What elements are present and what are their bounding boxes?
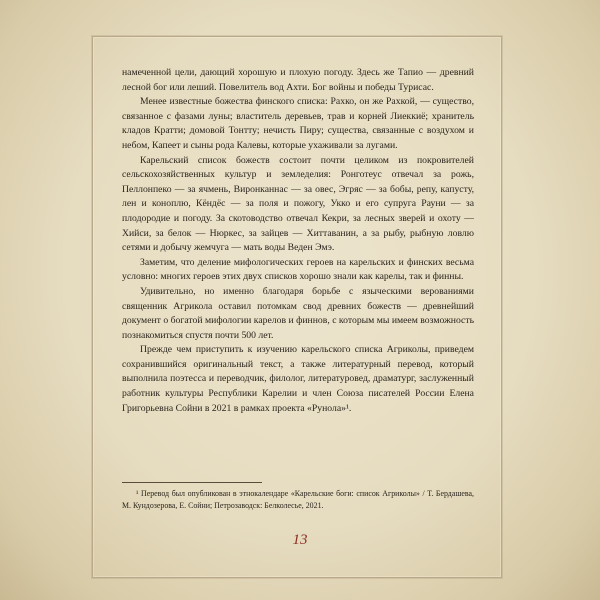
paragraph: намеченной цели, дающий хорошую и плохую погоду. Здесь же Тапио — древний лесной бог или леший. Повелитель вод Ахти. Бог войны и победы Турисас. (122, 67, 474, 93)
paragraph: Менее известные божества финского списка: Рахко, он же Рахкой, — существо, связанное с фазами луны; властитель деревьев, трав и корней Лиеккиё; хранитель кладов Кратти; домовой Тонтту; нечисть Пиру; существа, связанные с воздухом и небом, Капеет и сыны рода Калевы, которые ухаживали за лугами. (122, 96, 474, 151)
footnote (122, 488, 474, 511)
page-number: 13 (292, 532, 308, 548)
paragraph: Прежде чем приступить к изучению карельского списка Агриколы, приведем сохранившийся оригинальный текст, а также литературный перевод, который выполнила поэтесса и переводчик, филолог, литературовед, драматург, заслуженный работник культуры Республики Карелии и член Союза писателей России Елена Григорьевна Сойни в 2021 в рамках проекта «Рунола»¹. (122, 344, 474, 414)
paragraph: Заметим, что деление мифологических героев на карельских и финских весьма условно: многих героев этих двух списков хорошо знали как карелы, так и финны. (122, 256, 474, 283)
paragraph: Карельский список божеств состоит почти целиком из покровителей сельскохозяйственных культур и земледелия: Ронготеус отвечал за рожь, Пеллонпеко — за ячмень, Виронканнас — за овес, Эгряс — за бобы, репу, капусту, лен и коноплю, Кёндёс — за поля и пожогу, Укко и его супруга Рауни — за плодородие и погоду. За скотоводство отвечал Кекри, за лесных зверей и охоту — Хийси, за белок — Нюркес, за зайцев — Хиттаванин, а за рыбу, рыбную ловлю сетями и добычу жемчуга — мать воды Веден Эмэ. (122, 154, 474, 254)
footnote-divider (122, 482, 262, 483)
footnote-text: ¹ Перевод был опубликован в этнокалендаре «Карельские боги: список Агриколы» / Т. Бердашева, М. Кундозерова, Е. Сойни; Петрозаводск: Белколесье, 2021. (122, 489, 474, 510)
paragraph: Удивительно, но именно благодаря борьбе с языческими верованиями священник Агрикола оставил потомкам свод древних божеств — древнейший документ о богатой мифологии карелов и финнов, с которым мы имеем возможность познакомиться спустя почти 500 лет. (122, 285, 474, 341)
body-text (122, 66, 474, 416)
